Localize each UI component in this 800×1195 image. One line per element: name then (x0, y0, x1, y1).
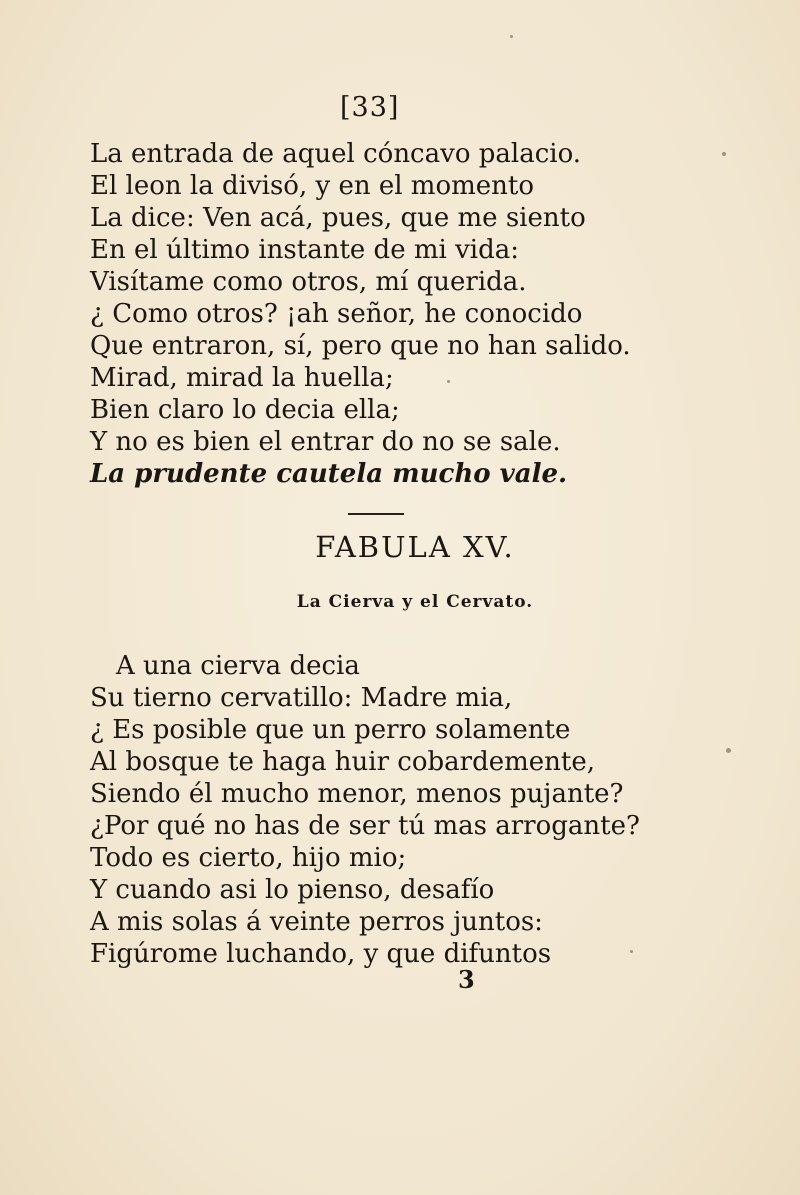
verse-line: A una cierva decia (116, 651, 360, 681)
verse-line: La entrada de aquel cóncavo palacio. (90, 139, 582, 169)
page-number: [33] (340, 92, 400, 123)
verse-line: En el último instante de mi vida: (90, 235, 519, 265)
signature-mark: 3 (458, 965, 475, 994)
verse-line: Que entraron, sí, pero que no han salido. (90, 331, 631, 361)
verse-line: ¿Por qué no has de ser tú mas arrogante? (90, 811, 640, 841)
verse-line: Su tierno cervatillo: Madre mia, (90, 683, 513, 713)
verse-line: ¿ Como otros? ¡ah señor, he conocido (90, 299, 583, 329)
verse-line: Y no es bien el entrar do no se sale. (90, 427, 561, 457)
paper-speck (447, 380, 450, 383)
fable-moral: La prudente cautela mucho vale. (90, 459, 568, 489)
verse-line: Siendo él mucho menor, menos pujante? (90, 779, 624, 809)
verse-line: Todo es cierto, hijo mio; (90, 843, 407, 873)
verse-line: Y cuando asi lo pienso, desafío (90, 875, 495, 905)
verse-line: ¿ Es posible que un perro solamente (90, 715, 571, 745)
verse-line: A mis solas á veinte perros juntos: (90, 907, 543, 937)
paper-speck (726, 748, 731, 753)
paper-speck (630, 950, 633, 953)
verse-line: Mirad, mirad la huella; (90, 363, 394, 393)
paper-speck (722, 152, 726, 156)
verse-line: La dice: Ven acá, pues, que me siento (90, 203, 586, 233)
verse-line: Visítame como otros, mí querida. (90, 267, 527, 297)
verse-line: Figúrome luchando, y que difuntos (90, 939, 552, 969)
fable-subtitle: La Cierva y el Cervato. (296, 592, 534, 612)
paper-speck (510, 35, 513, 38)
verse-line: El leon la divisó, y en el momento (90, 171, 535, 201)
fable-title: FABULA XV. (315, 530, 515, 564)
verse-line: Al bosque te haga huir cobardemente, (90, 747, 595, 777)
verse-line: Bien claro lo decia ella; (90, 395, 400, 425)
section-divider (348, 513, 404, 515)
